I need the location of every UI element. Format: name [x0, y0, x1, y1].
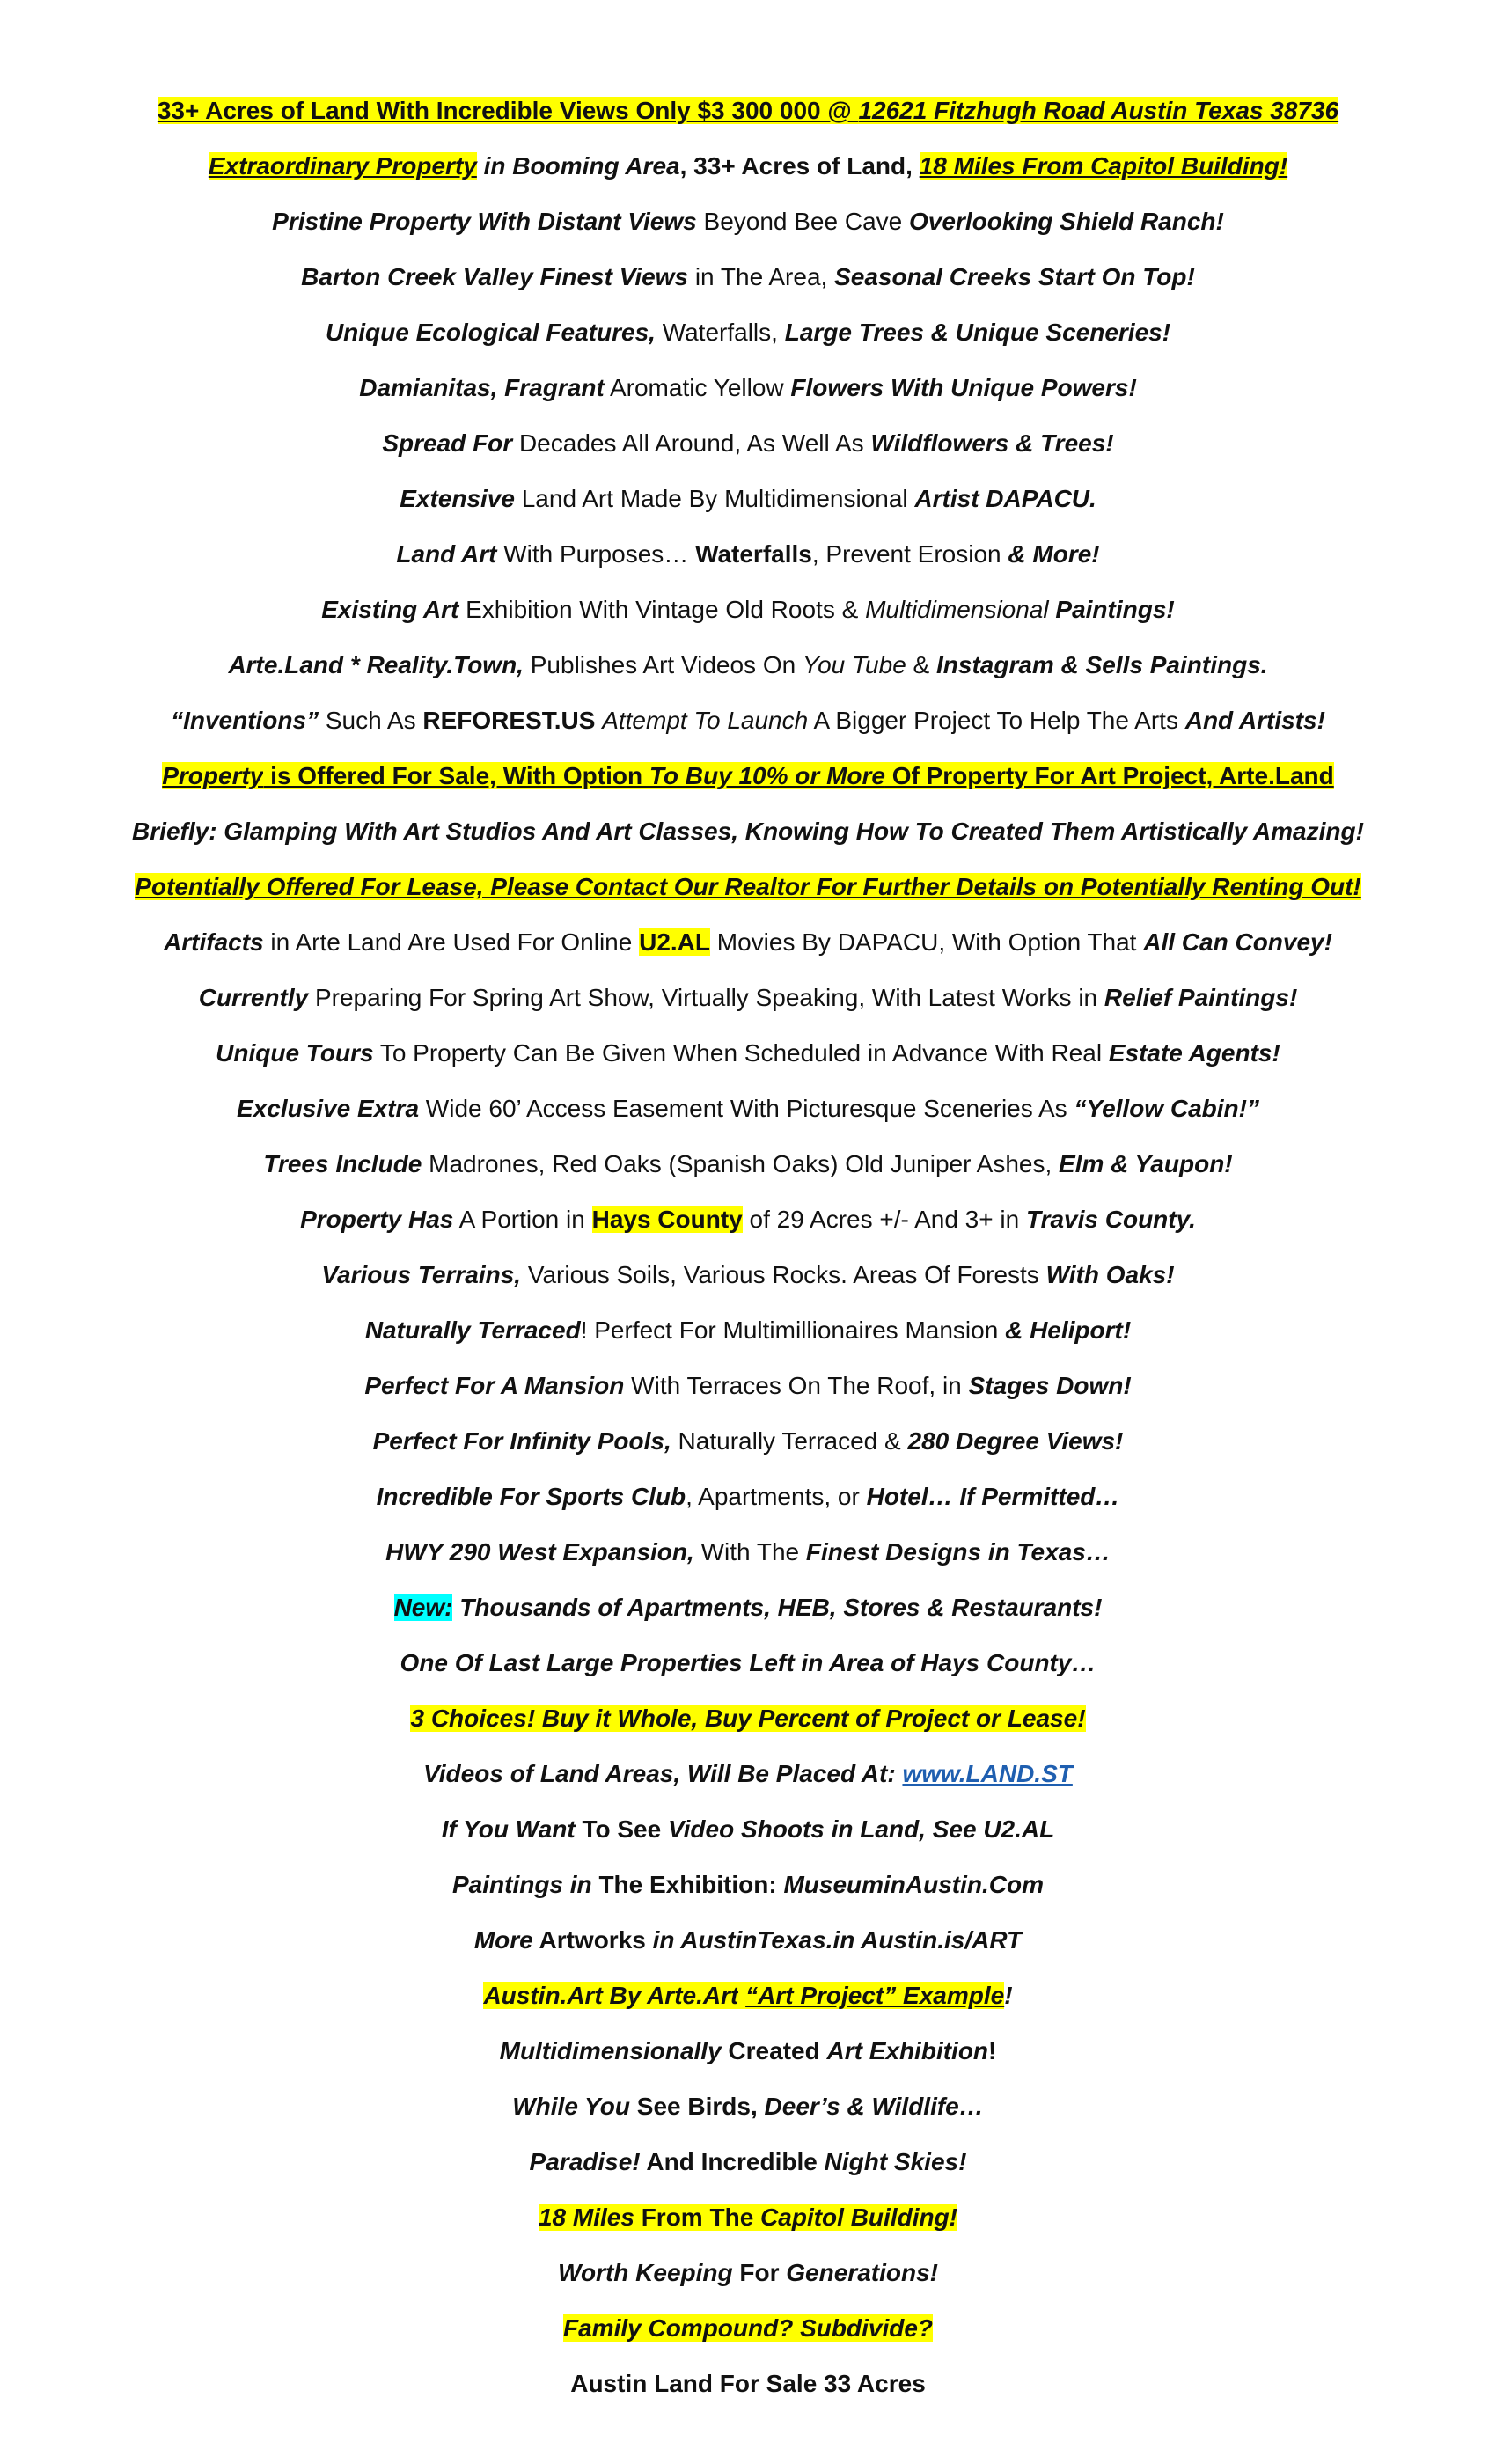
- line-segment: Paintings in: [451, 1871, 592, 1898]
- line-segment: !: [1004, 1982, 1013, 2009]
- line-segment: Stages Down!: [968, 1372, 1132, 1399]
- flyer-line: [0, 751, 1496, 806]
- line-segment: & Heliport!: [1005, 1316, 1132, 1344]
- line-segment: Large Trees & Unique Sceneries!: [784, 319, 1171, 346]
- line-segment: More: [473, 1926, 533, 1954]
- line-segment: Flowers With Unique Powers!: [790, 374, 1137, 401]
- line-segment: “Art Project” Example: [745, 1982, 1005, 2009]
- line-segment: Worth Keeping: [558, 2259, 733, 2286]
- line-segment: !: [988, 2037, 997, 2064]
- line-segment: Family Compound? Subdivide?: [563, 2314, 933, 2342]
- flyer-line: [0, 2303, 1496, 2358]
- line-segment: To Buy 10% or More: [649, 762, 885, 789]
- line-segment: Artifacts: [164, 928, 264, 956]
- line-segment: Land Art Made By Multidimensional: [514, 485, 915, 512]
- line-segment: Exhibition With Vintage Old Roots &: [458, 596, 866, 623]
- line-segment: Hotel… If Permitted…: [866, 1483, 1120, 1510]
- line-segment: Wide 60’ Access Easement With Picturesque Sceneries As: [419, 1095, 1074, 1122]
- line-segment: Movies By DAPACU, With Option That: [710, 928, 1144, 956]
- line-segment: Arte.Land * Reality.Town,: [228, 651, 524, 678]
- line-segment: Naturally Terraced: [364, 1316, 581, 1344]
- line-segment: Extensive: [400, 485, 515, 512]
- line-segment: Trees Include: [263, 1150, 422, 1177]
- line-segment: Property: [162, 762, 264, 789]
- line-segment: Relief Paintings!: [1104, 984, 1298, 1011]
- line-segment: Unique Ecological Features,: [325, 319, 656, 346]
- line-segment: MuseuminAustin.Com: [783, 1871, 1044, 1898]
- line-segment: 12621 Fitzhugh Road Austin Texas 38736: [858, 97, 1339, 124]
- line-segment: Perfect For Infinity Pools,: [372, 1427, 671, 1455]
- line-segment: Waterfalls: [695, 540, 812, 568]
- line-segment: & More!: [1008, 540, 1100, 568]
- flyer-line: [0, 1527, 1496, 1582]
- flyer-line: [0, 1859, 1496, 1915]
- line-segment: Deer’s & Wildlife…: [764, 2093, 984, 2120]
- line-segment: Publishes Art Videos On: [523, 651, 803, 678]
- flyer-line: [0, 141, 1496, 196]
- line-segment: “Yellow Cabin!”: [1074, 1095, 1259, 1122]
- line-segment: in The Area,: [688, 263, 835, 290]
- line-segment: While You: [512, 2093, 631, 2120]
- line-segment: HWY 290 West Expansion,: [385, 1538, 694, 1566]
- line-segment: All Can Convey!: [1143, 928, 1332, 956]
- flyer-line: [0, 1915, 1496, 1970]
- line-segment: Briefly: Glamping With Art Studios And Art Classes, Knowing How To Created Them Artistically Amazing!: [132, 818, 1364, 845]
- flyer-line: [0, 418, 1496, 473]
- line-segment: A Bigger Project To Help The Arts: [808, 707, 1185, 734]
- flyer-line: [0, 1139, 1496, 1194]
- line-segment: Perfect For A Mansion: [364, 1372, 625, 1399]
- line-segment: Such As: [319, 707, 423, 734]
- flyer-line: [0, 1083, 1496, 1139]
- line-segment: You Tube: [802, 651, 906, 678]
- line-segment: Extraordinary Property: [208, 152, 477, 180]
- line-segment: Attempt To Launch: [602, 707, 809, 734]
- flyer-line: [0, 363, 1496, 418]
- line-segment: “Inventions”: [171, 707, 319, 734]
- line-segment: And Artists!: [1184, 707, 1325, 734]
- line-segment: , Prevent Erosion: [811, 540, 1008, 568]
- line-segment: ! Perfect For Multimillionaires Mansion: [580, 1316, 1006, 1344]
- line-segment: Existing Art: [321, 596, 459, 623]
- flyer-line: [0, 1305, 1496, 1360]
- line-segment: Exclusive Extra: [237, 1095, 420, 1122]
- flyer-line: [0, 640, 1496, 695]
- line-segment: Unique Tours: [216, 1039, 374, 1067]
- line-segment: With Purposes…: [496, 540, 696, 568]
- flyer-line: [0, 1749, 1496, 1804]
- line-segment: To Property Can Be Given When Scheduled in Advance With Real: [373, 1039, 1109, 1067]
- line-segment: Land Art: [396, 540, 497, 568]
- line-segment: Potentially Offered For Lease, Please Contact Our Realtor For Further Details on Potentially Renting Out!: [135, 873, 1361, 900]
- flyer-line: [0, 806, 1496, 862]
- line-segment: Artworks: [532, 1926, 653, 1954]
- line-segment: Finest Designs in Texas…: [805, 1538, 1111, 1566]
- flyer-line: [0, 2081, 1496, 2137]
- line-segment: Of Property For Art Project, Arte.Land: [884, 762, 1334, 789]
- line-segment: Videos of Land Areas, Will Be Placed At:: [423, 1760, 903, 1787]
- flyer-line: [0, 2026, 1496, 2081]
- line-segment: Hays County: [591, 1206, 743, 1233]
- line-segment: Elm & Yaupon!: [1059, 1150, 1233, 1177]
- flyer-line: [0, 695, 1496, 751]
- line-segment: Thousands of Apartments, HEB, Stores & Restaurants!: [459, 1594, 1103, 1621]
- flyer-line: [0, 2192, 1496, 2248]
- line-segment: Property Has: [300, 1206, 454, 1233]
- line-segment: Waterfalls,: [655, 319, 785, 346]
- line-segment: Damianitas, Fragrant: [359, 374, 605, 401]
- line-segment: &: [906, 651, 936, 678]
- flyer-line: [0, 1638, 1496, 1693]
- line-segment: U2.AL: [639, 928, 710, 956]
- line-segment: Naturally Terraced &: [671, 1427, 908, 1455]
- line-segment: Seasonal Creeks Start On Top!: [834, 263, 1195, 290]
- flyer-line: [0, 252, 1496, 307]
- line-segment: With The: [693, 1538, 806, 1566]
- line-segment: Artist DAPACU.: [914, 485, 1096, 512]
- line-segment: , Apartments, or: [686, 1483, 867, 1510]
- line-segment: Overlooking Shield Ranch!: [909, 208, 1224, 235]
- website-link[interactable]: www.LAND.ST: [902, 1760, 1073, 1787]
- flyer-line: [0, 2248, 1496, 2303]
- line-segment: in Arte Land Are Used For Online: [263, 928, 640, 956]
- line-segment: Night Skies!: [824, 2148, 967, 2175]
- line-segment: To See: [575, 1815, 668, 1843]
- line-segment: 18 Miles From Capitol Building!: [919, 152, 1288, 180]
- flyer-line: [0, 1360, 1496, 1416]
- line-segment: Austin.Art By Arte.Art: [483, 1982, 739, 2009]
- line-segment: Generations!: [786, 2259, 938, 2286]
- line-segment: 18 Miles: [538, 2204, 634, 2231]
- line-segment: in AustinTexas.in Austin.is/ART: [652, 1926, 1023, 1954]
- line-segment: in Booming Area: [476, 152, 680, 180]
- line-segment: From The: [634, 2204, 761, 2231]
- line-segment: REFOREST.US: [422, 707, 596, 734]
- line-segment: Multidimensional: [865, 596, 1049, 623]
- flyer-line: [0, 196, 1496, 252]
- flyer-line: [0, 584, 1496, 640]
- flyer-line: [0, 2137, 1496, 2192]
- flyer-line: [0, 1970, 1496, 2026]
- line-segment: Paintings!: [1055, 596, 1175, 623]
- line-segment: Art Exhibition: [826, 2037, 989, 2064]
- line-segment: And Incredible: [640, 2148, 825, 2175]
- line-segment: If You Want: [441, 1815, 576, 1843]
- line-segment: 280 Degree Views!: [907, 1427, 1124, 1455]
- flyer-line: [0, 1416, 1496, 1471]
- line-segment: Various Terrains,: [321, 1261, 522, 1288]
- flyer-line: [0, 1250, 1496, 1305]
- flyer-line: [0, 2358, 1496, 2414]
- flyer-line: [0, 307, 1496, 363]
- line-segment: Decades All Around, As Well As: [512, 429, 871, 457]
- flyer-line: [0, 1028, 1496, 1083]
- line-segment: Capitol Building!: [760, 2204, 958, 2231]
- line-segment: Preparing For Spring Art Show, Virtually Speaking, With Latest Works in: [308, 984, 1104, 1011]
- line-segment: is Offered For Sale, With Option: [263, 762, 649, 789]
- line-segment: , 33+ Acres of Land,: [679, 152, 920, 180]
- line-segment: Estate Agents!: [1108, 1039, 1280, 1067]
- line-segment: One Of Last Large Properties Left in Area of Hays County…: [400, 1649, 1096, 1676]
- line-segment: 3 Choices! Buy it Whole, Buy Percent of Project or Lease!: [410, 1705, 1086, 1732]
- line-segment: Barton Creek Valley Finest Views: [301, 263, 689, 290]
- flyer-line: [0, 473, 1496, 529]
- line-segment: See Birds,: [630, 2093, 765, 2120]
- line-segment: Currently: [198, 984, 309, 1011]
- flyer-line: [0, 85, 1496, 141]
- flyer-line: [0, 917, 1496, 972]
- line-segment: Video Shoots in Land, See U2.AL: [667, 1815, 1055, 1843]
- line-segment: Created: [721, 2037, 827, 2064]
- line-segment: Instagram & Sells Paintings.: [936, 651, 1268, 678]
- line-segment: Incredible For Sports Club: [376, 1483, 686, 1510]
- line-segment: Beyond Bee Cave: [696, 208, 910, 235]
- line-segment: With Oaks!: [1045, 1261, 1175, 1288]
- line-segment: New:: [393, 1594, 453, 1621]
- line-segment: For: [732, 2259, 787, 2286]
- line-segment: of 29 Acres +/- And 3+ in: [742, 1206, 1026, 1233]
- line-segment: Pristine Property With Distant Views: [272, 208, 697, 235]
- line-segment: Madrones, Red Oaks (Spanish Oaks) Old Juniper Ashes,: [422, 1150, 1060, 1177]
- line-segment: [738, 1982, 745, 2009]
- line-segment: Travis County.: [1025, 1206, 1196, 1233]
- flyer-line: [0, 1194, 1496, 1250]
- flyer-line: [0, 862, 1496, 917]
- flyer-line: [0, 972, 1496, 1028]
- line-segment: The Exhibition:: [591, 1871, 784, 1898]
- line-segment: 33+ Acres of Land With Incredible Views Only $3 300 000 @: [157, 97, 859, 124]
- line-segment: Wildflowers & Trees!: [870, 429, 1114, 457]
- flyer-line: [0, 1693, 1496, 1749]
- flyer-line: [0, 1471, 1496, 1527]
- line-segment: Aromatic Yellow: [604, 374, 791, 401]
- line-segment: Various Soils, Various Rocks. Areas Of Forests: [521, 1261, 1046, 1288]
- flyer-line: [0, 529, 1496, 584]
- line-segment: Spread For: [382, 429, 513, 457]
- flyer-line: [0, 1804, 1496, 1859]
- line-segment: Paradise!: [529, 2148, 641, 2175]
- line-segment: Austin Land For Sale 33 Acres: [570, 2370, 926, 2397]
- line-segment: With Terraces On The Roof, in: [624, 1372, 969, 1399]
- flyer-lines: [0, 85, 1496, 2414]
- line-segment: A Portion in: [453, 1206, 592, 1233]
- flyer-line: [0, 1582, 1496, 1638]
- line-segment: Multidimensionally: [499, 2037, 722, 2064]
